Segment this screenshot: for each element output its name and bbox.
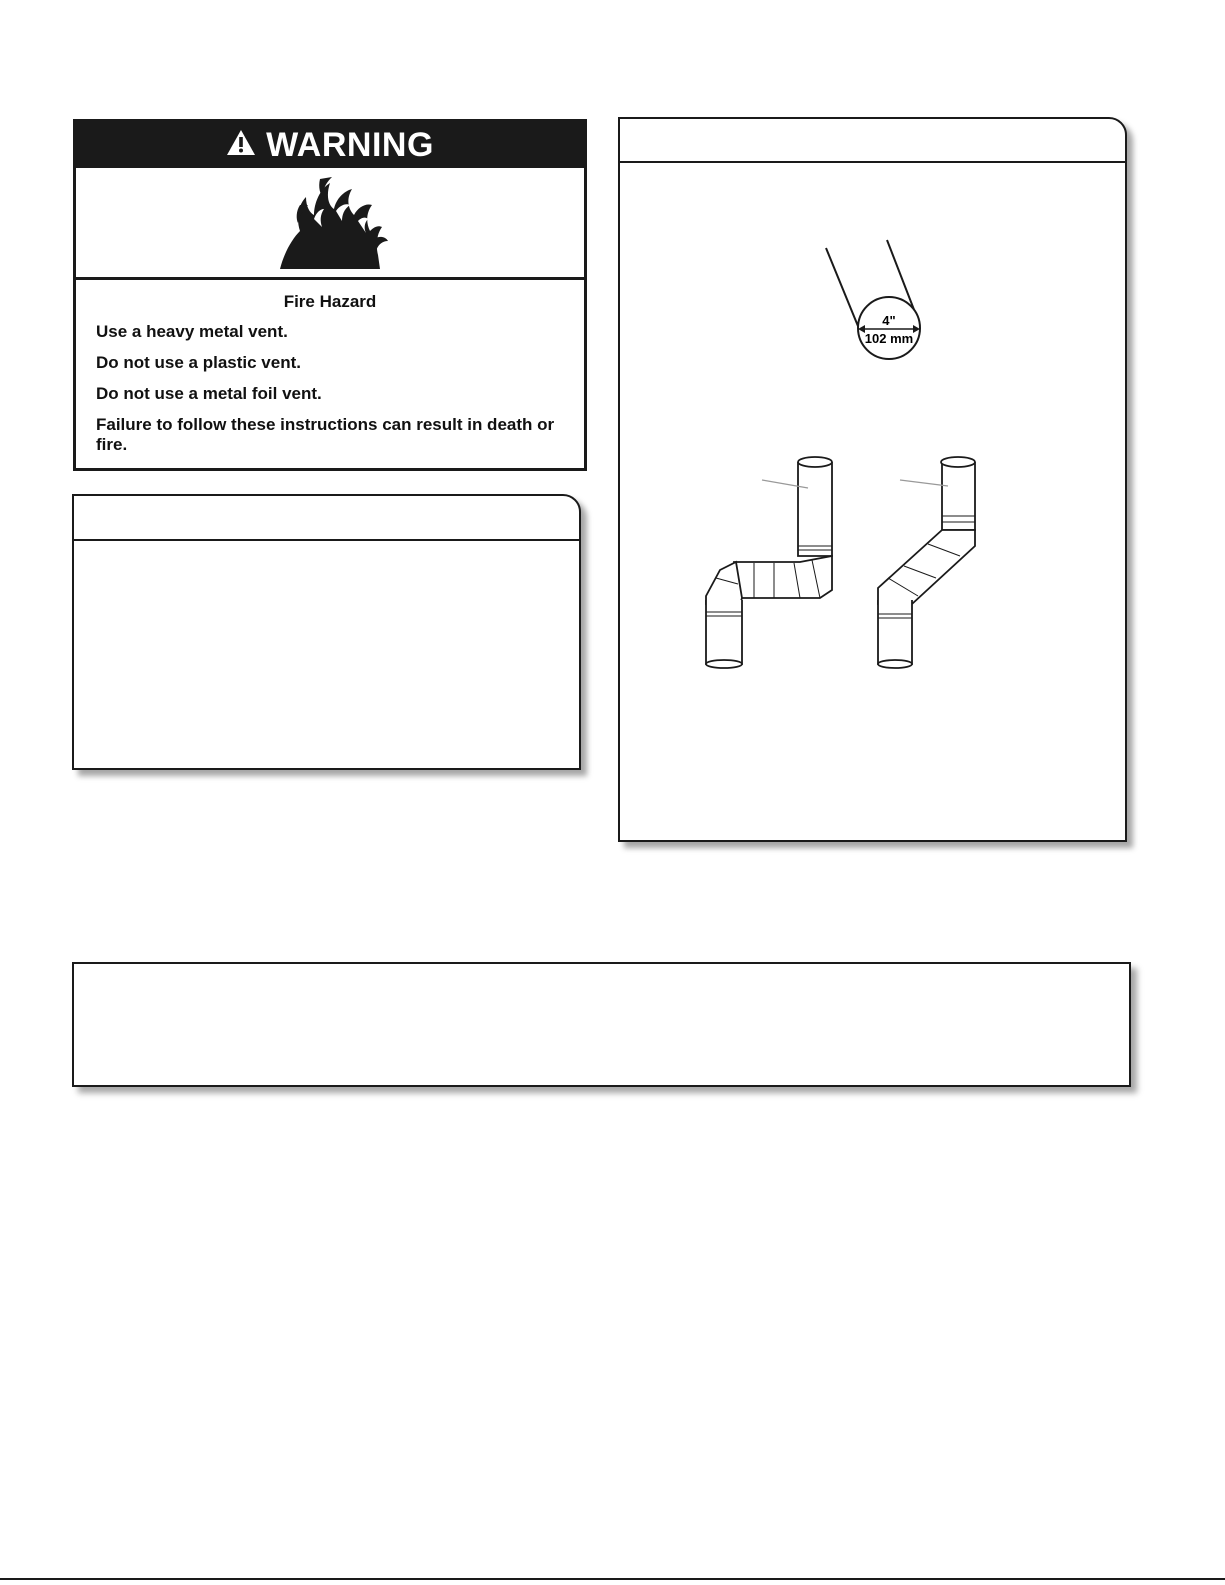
warning-header-text: WARNING <box>266 125 434 164</box>
warning-line: Do not use a plastic vent. <box>96 353 301 372</box>
diameter-inches-label: 4" <box>882 313 896 328</box>
offset-vent-elbows <box>706 457 832 668</box>
page-bottom-rule <box>0 1578 1225 1580</box>
wide-info-box <box>72 962 1131 1087</box>
warning-line: Failure to follow these instructions can result in death or fire. <box>96 415 555 454</box>
warning-line: Do not use a metal foil vent. <box>96 384 322 403</box>
hazard-title: Fire Hazard <box>283 292 377 311</box>
warning-line: Use a heavy metal vent. <box>96 322 288 341</box>
diameter-mm-label: 102 mm <box>864 331 914 346</box>
offset-vent-angled <box>878 457 975 668</box>
